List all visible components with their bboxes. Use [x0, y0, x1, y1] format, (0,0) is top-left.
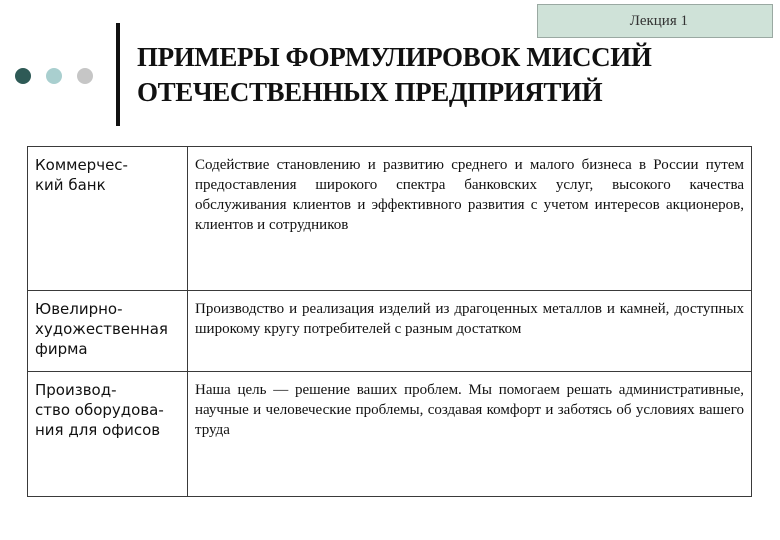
company-type-line: Производ-	[35, 381, 117, 399]
company-type-cell	[28, 372, 188, 497]
decorative-dot-light	[46, 68, 62, 84]
title-divider-bar	[116, 23, 120, 126]
table-row	[28, 372, 752, 497]
slide-title-line-1: ПРИМЕРЫ ФОРМУЛИРОВОК МИССИЙ	[137, 42, 652, 72]
company-type-line: кий банк	[35, 176, 106, 194]
slide-title	[137, 40, 777, 110]
decorative-dot-gray	[77, 68, 93, 84]
company-type-line: ния для офисов	[35, 421, 161, 439]
company-type-line: Коммерчес-	[35, 156, 128, 174]
company-type-line: художественная	[35, 320, 168, 338]
company-type-line: фирма	[35, 340, 88, 358]
decorative-dot-dark	[15, 68, 31, 84]
slide-title-line-2: ОТЕЧЕСТВЕННЫХ ПРЕДПРИЯТИЙ	[137, 77, 603, 107]
company-type-cell	[28, 291, 188, 372]
mission-text-cell: Содействие становлению и развитию среднего и малого бизнеса в России путем предоставления широкого спектра банковских услуг, высокого качества обслуживания клиентов и эффективного развития с учетом интересов акционеров, клиентов и сотрудников	[188, 147, 752, 291]
mission-text-cell: Наша цель — решение ваших проблем. Мы помогаем решать административные, научные и человеческие проблемы, создавая комфорт и заботясь об условиях вашего труда	[188, 372, 752, 497]
company-type-line: Ювелирно-	[35, 300, 123, 318]
lecture-number-tag: Лекция 1	[537, 4, 773, 38]
company-type-line: ство оборудова-	[35, 401, 164, 419]
company-type-cell	[28, 147, 188, 291]
table-row	[28, 147, 752, 291]
table-row	[28, 291, 752, 372]
mission-text-cell: Производство и реализация изделий из драгоценных металлов и камней, доступных широкому кругу потребителей с разным достатком	[188, 291, 752, 372]
missions-table	[27, 146, 752, 497]
